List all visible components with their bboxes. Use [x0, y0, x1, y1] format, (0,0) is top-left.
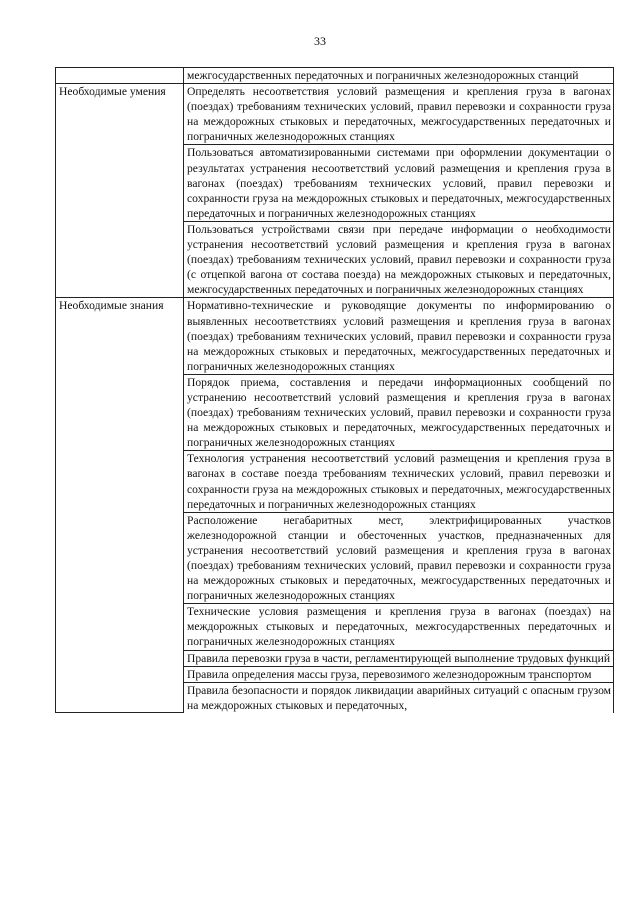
- skill-item: Пользоваться устройствами связи при передаче информации о необходимости устранения несоответствий условий размещения и крепления груза в вагонах (поездах) требованиям технических условий, правил перевозки и сохранности груза (с отцепкой вагона от состава поезда) на междорожных стыковых и передаточных, межгосударственных передаточных и пограничных железнодорожных станциях: [184, 221, 614, 297]
- knowledge-label: Необходимые знания: [56, 298, 184, 713]
- skill-item: Определять несоответствия условий размещения и крепления груза в вагонах (поездах) требованиям технических условий, правил перевозки и сохранности груза на междорожных стыковых и передаточных, межгосударственных передаточных и пограничных железнодорожных станциях: [184, 84, 614, 145]
- knowledge-item: Расположение негабаритных мест, электрифицированных участков железнодорожной станции и обесточенных участков, предназначенных для устранения несоответствий условий размещения и крепления груза в вагонах (поездах) требованиям технических условий, правил перевозки и сохранности груза на междорожных стыковых и передаточных, межгосударственных передаточных и пограничных железнодорожных станциях: [184, 512, 614, 604]
- knowledge-item: Нормативно-технические и руководящие документы по информированию о выявленных несоответствиях условий размещения и крепления груза в вагонах (поездах) требованиям технических условий, правил перевозки и сохранности груза на междорожных стыковых и передаточных, межгосударственных передаточных и пограничных железнодорожных станциях: [184, 298, 614, 374]
- knowledge-item: Технические условия размещения и крепления груза в вагонах (поездах) на междорожных стыковых и передаточных, межгосударственных передаточных и пограничных железнодорожных станциях: [184, 604, 614, 650]
- knowledge-item: Правила определения массы груза, перевозимого железнодорожным транспортом: [184, 666, 614, 682]
- skill-item: Пользоваться автоматизированными системами при оформлении документации о результатах устранения несоответствий условий размещения и крепления груза в вагонах (поездах) требованиям технических условий, правил перевозки и сохранности груза на междорожных стыковых и передаточных, межгосударственных передаточных и пограничных железнодорожных станциях: [184, 145, 614, 221]
- row-label-empty: [56, 68, 184, 84]
- skills-label: Необходимые умения: [56, 84, 184, 298]
- page-number: 33: [314, 34, 326, 48]
- table-row: [56, 68, 614, 84]
- knowledge-item: Правила безопасности и порядок ликвидации аварийных ситуаций с опасным грузом на междорожных стыковых и передаточных,: [184, 682, 614, 713]
- knowledge-item: Технология устранения несоответствий условий размещения и крепления груза в вагонах в составе поезда требованиям технических условий, правил перевозки и сохранности груза на междорожных стыковых и передаточных, межгосударственных передаточных и пограничных железнодорожных станциях: [184, 451, 614, 512]
- knowledge-item: Порядок приема, составления и передачи информационных сообщений по устранению несоответствий условий размещения и крепления груза в вагонах (поездах) требованиям технических условий, правил перевозки и сохранности груза на междорожных стыковых и передаточных, межгосударственных передаточных и пограничных железнодорожных станциях: [184, 374, 614, 450]
- table-row: [56, 298, 614, 374]
- continuation-cell: межгосударственных передаточных и пограничных железнодорожных станций: [184, 68, 614, 84]
- knowledge-item: Правила перевозки груза в части, регламентирующей выполнение трудовых функций: [184, 650, 614, 666]
- competency-table: [55, 67, 614, 713]
- table-row: [56, 84, 614, 145]
